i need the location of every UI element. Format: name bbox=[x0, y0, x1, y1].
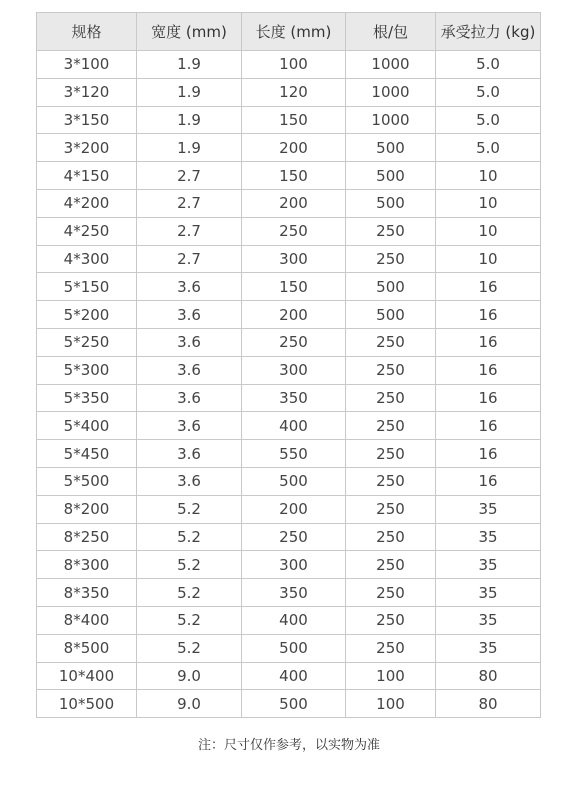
cell-tensile-strength: 10 bbox=[436, 245, 541, 273]
cell-width: 1.9 bbox=[137, 106, 242, 134]
table-row bbox=[37, 384, 541, 412]
cell-spec: 5*200 bbox=[37, 301, 137, 329]
cell-spec: 4*200 bbox=[37, 189, 137, 217]
cell-spec: 5*500 bbox=[37, 467, 137, 495]
cell-width: 3.6 bbox=[137, 301, 242, 329]
cell-pieces-per-pack: 250 bbox=[346, 245, 436, 273]
table-row bbox=[37, 217, 541, 245]
table-row bbox=[37, 162, 541, 190]
cell-tensile-strength: 5.0 bbox=[436, 51, 541, 79]
cell-pieces-per-pack: 250 bbox=[346, 217, 436, 245]
cell-width: 3.6 bbox=[137, 273, 242, 301]
cell-length: 250 bbox=[242, 217, 346, 245]
cell-length: 500 bbox=[242, 690, 346, 718]
cell-width: 1.9 bbox=[137, 134, 242, 162]
cell-tensile-strength: 5.0 bbox=[436, 78, 541, 106]
cell-spec: 10*500 bbox=[37, 690, 137, 718]
cell-spec: 8*200 bbox=[37, 495, 137, 523]
cell-length: 550 bbox=[242, 440, 346, 468]
cell-length: 500 bbox=[242, 634, 346, 662]
cell-tensile-strength: 35 bbox=[436, 634, 541, 662]
cell-tensile-strength: 16 bbox=[436, 440, 541, 468]
cell-pieces-per-pack: 500 bbox=[346, 162, 436, 190]
cell-length: 400 bbox=[242, 606, 346, 634]
cell-width: 3.6 bbox=[137, 384, 242, 412]
cell-width: 5.2 bbox=[137, 606, 242, 634]
table-row bbox=[37, 356, 541, 384]
header-row bbox=[37, 13, 541, 51]
cell-width: 5.2 bbox=[137, 551, 242, 579]
cell-pieces-per-pack: 250 bbox=[346, 440, 436, 468]
cell-width: 3.6 bbox=[137, 412, 242, 440]
cell-spec: 8*500 bbox=[37, 634, 137, 662]
cell-pieces-per-pack: 500 bbox=[346, 189, 436, 217]
cell-width: 3.6 bbox=[137, 440, 242, 468]
cell-pieces-per-pack: 250 bbox=[346, 467, 436, 495]
cell-spec: 8*350 bbox=[37, 579, 137, 607]
cell-tensile-strength: 35 bbox=[436, 523, 541, 551]
table-row bbox=[37, 412, 541, 440]
cell-length: 500 bbox=[242, 467, 346, 495]
cell-width: 1.9 bbox=[137, 51, 242, 79]
cell-pieces-per-pack: 100 bbox=[346, 662, 436, 690]
cell-length: 400 bbox=[242, 412, 346, 440]
cell-pieces-per-pack: 250 bbox=[346, 356, 436, 384]
cell-spec: 5*300 bbox=[37, 356, 137, 384]
cell-pieces-per-pack: 250 bbox=[346, 579, 436, 607]
table-row bbox=[37, 134, 541, 162]
cell-spec: 10*400 bbox=[37, 662, 137, 690]
table-row bbox=[37, 273, 541, 301]
cell-tensile-strength: 10 bbox=[436, 162, 541, 190]
cell-width: 5.2 bbox=[137, 523, 242, 551]
cell-length: 300 bbox=[242, 551, 346, 579]
header-spec: 规格 bbox=[37, 13, 137, 51]
cell-spec: 8*250 bbox=[37, 523, 137, 551]
cell-length: 200 bbox=[242, 495, 346, 523]
cell-pieces-per-pack: 250 bbox=[346, 384, 436, 412]
cell-width: 5.2 bbox=[137, 579, 242, 607]
table-row bbox=[37, 579, 541, 607]
cell-spec: 4*250 bbox=[37, 217, 137, 245]
cell-spec: 8*400 bbox=[37, 606, 137, 634]
cell-spec: 3*120 bbox=[37, 78, 137, 106]
cell-length: 120 bbox=[242, 78, 346, 106]
cell-pieces-per-pack: 500 bbox=[346, 134, 436, 162]
cell-spec: 5*150 bbox=[37, 273, 137, 301]
cell-pieces-per-pack: 250 bbox=[346, 495, 436, 523]
cell-width: 2.7 bbox=[137, 245, 242, 273]
cell-width: 9.0 bbox=[137, 690, 242, 718]
header-tensile-strength: 承受拉力 (kg) bbox=[436, 13, 541, 51]
table-row bbox=[37, 467, 541, 495]
cell-width: 9.0 bbox=[137, 662, 242, 690]
table-row bbox=[37, 551, 541, 579]
cell-pieces-per-pack: 1000 bbox=[346, 51, 436, 79]
cell-tensile-strength: 16 bbox=[436, 384, 541, 412]
table-row bbox=[37, 495, 541, 523]
cell-width: 3.6 bbox=[137, 356, 242, 384]
table-row bbox=[37, 106, 541, 134]
cell-spec: 3*150 bbox=[37, 106, 137, 134]
cell-tensile-strength: 16 bbox=[436, 328, 541, 356]
header-pieces-per-pack: 根/包 bbox=[346, 13, 436, 51]
cell-length: 200 bbox=[242, 134, 346, 162]
cell-spec: 8*300 bbox=[37, 551, 137, 579]
table-row bbox=[37, 440, 541, 468]
cell-tensile-strength: 80 bbox=[436, 690, 541, 718]
cell-width: 5.2 bbox=[137, 634, 242, 662]
cell-tensile-strength: 35 bbox=[436, 579, 541, 607]
cell-length: 150 bbox=[242, 273, 346, 301]
cell-pieces-per-pack: 250 bbox=[346, 551, 436, 579]
cell-pieces-per-pack: 1000 bbox=[346, 106, 436, 134]
cell-spec: 5*350 bbox=[37, 384, 137, 412]
cell-spec: 3*100 bbox=[37, 51, 137, 79]
table-row bbox=[37, 51, 541, 79]
cell-tensile-strength: 35 bbox=[436, 551, 541, 579]
cell-length: 200 bbox=[242, 301, 346, 329]
cell-tensile-strength: 16 bbox=[436, 301, 541, 329]
cell-pieces-per-pack: 250 bbox=[346, 634, 436, 662]
cell-tensile-strength: 5.0 bbox=[436, 106, 541, 134]
spec-table-container bbox=[36, 12, 540, 718]
cell-spec: 4*300 bbox=[37, 245, 137, 273]
cell-length: 100 bbox=[242, 51, 346, 79]
cell-tensile-strength: 10 bbox=[436, 189, 541, 217]
spec-table-header bbox=[37, 13, 541, 51]
cell-tensile-strength: 5.0 bbox=[436, 134, 541, 162]
cell-width: 3.6 bbox=[137, 328, 242, 356]
cell-length: 200 bbox=[242, 189, 346, 217]
cell-tensile-strength: 16 bbox=[436, 273, 541, 301]
cell-length: 250 bbox=[242, 523, 346, 551]
cell-length: 150 bbox=[242, 106, 346, 134]
table-row bbox=[37, 328, 541, 356]
table-row bbox=[37, 690, 541, 718]
cell-pieces-per-pack: 500 bbox=[346, 301, 436, 329]
cell-length: 300 bbox=[242, 356, 346, 384]
cell-tensile-strength: 16 bbox=[436, 356, 541, 384]
table-row bbox=[37, 301, 541, 329]
cell-tensile-strength: 10 bbox=[436, 217, 541, 245]
cell-length: 250 bbox=[242, 328, 346, 356]
table-row bbox=[37, 662, 541, 690]
cell-pieces-per-pack: 250 bbox=[346, 328, 436, 356]
cell-width: 2.7 bbox=[137, 189, 242, 217]
cell-pieces-per-pack: 1000 bbox=[346, 78, 436, 106]
cell-pieces-per-pack: 500 bbox=[346, 273, 436, 301]
cell-pieces-per-pack: 250 bbox=[346, 606, 436, 634]
cell-width: 5.2 bbox=[137, 495, 242, 523]
spec-table-body bbox=[37, 51, 541, 718]
cell-spec: 5*450 bbox=[37, 440, 137, 468]
cell-tensile-strength: 16 bbox=[436, 412, 541, 440]
table-row bbox=[37, 523, 541, 551]
cell-width: 1.9 bbox=[137, 78, 242, 106]
cell-length: 350 bbox=[242, 384, 346, 412]
cell-length: 300 bbox=[242, 245, 346, 273]
cell-width: 2.7 bbox=[137, 162, 242, 190]
cell-pieces-per-pack: 250 bbox=[346, 523, 436, 551]
table-row bbox=[37, 634, 541, 662]
cell-pieces-per-pack: 250 bbox=[346, 412, 436, 440]
spec-table bbox=[36, 12, 541, 718]
cell-length: 150 bbox=[242, 162, 346, 190]
footnote: 注：尺寸仅作参考，以实物为准 bbox=[197, 738, 380, 753]
cell-spec: 5*250 bbox=[37, 328, 137, 356]
table-row bbox=[37, 245, 541, 273]
header-length: 长度 (mm) bbox=[242, 13, 346, 51]
cell-width: 3.6 bbox=[137, 467, 242, 495]
cell-tensile-strength: 35 bbox=[436, 606, 541, 634]
table-row bbox=[37, 78, 541, 106]
cell-spec: 4*150 bbox=[37, 162, 137, 190]
cell-tensile-strength: 16 bbox=[436, 467, 541, 495]
header-width: 宽度 (mm) bbox=[137, 13, 242, 51]
table-row bbox=[37, 606, 541, 634]
cell-tensile-strength: 80 bbox=[436, 662, 541, 690]
cell-length: 400 bbox=[242, 662, 346, 690]
cell-spec: 3*200 bbox=[37, 134, 137, 162]
cell-width: 2.7 bbox=[137, 217, 242, 245]
cell-pieces-per-pack: 100 bbox=[346, 690, 436, 718]
cell-length: 350 bbox=[242, 579, 346, 607]
cell-tensile-strength: 35 bbox=[436, 495, 541, 523]
cell-spec: 5*400 bbox=[37, 412, 137, 440]
table-row bbox=[37, 189, 541, 217]
